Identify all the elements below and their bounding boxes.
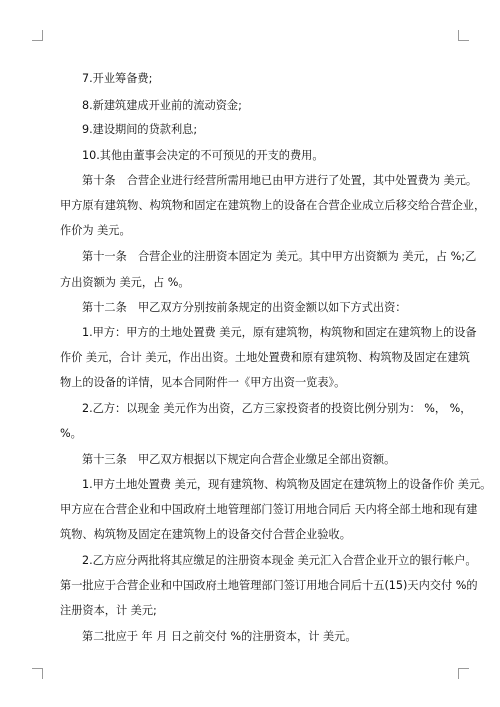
text-line: %。 [60,427,82,440]
text-line: 1.甲方土地处置费 美元，现有建筑物、构筑物及固定在建筑物上的设备作价 美元。 [82,478,492,491]
text-line: 物上的设备的详情，见本合同附件一《甲方出资一览表》。 [60,376,346,389]
text-line: 第一批应于合营企业和中国政府土地管理部门签订用地合同后十五(15)天内交付 %的 [60,579,478,592]
text-line: 8.新建筑建成开业前的流动资金; [82,99,242,112]
text-line: 筑物、构筑物及固定在建筑物上的设备交付合营企业验收。 [60,528,351,541]
corner-mark-top-left [32,30,43,41]
corner-mark-top-right [458,30,469,41]
document-body [60,0,492,707]
text-line: 2.乙方：以现金 美元作为出资，乙方三家投资者的投资比例分别为： %， %， [82,402,472,415]
text-line: 9.建设期间的贷款利息; [82,123,198,136]
corner-mark-bottom-right [458,668,469,679]
corner-mark-bottom-left [32,668,43,679]
text-line: 第十三条 甲乙双方根据以下规定向合营企业缴足全部出资额。 [82,453,396,466]
text-line: 作价为 美元。 [60,224,131,237]
text-line: 第十二条 甲乙双方分别按前条规定的出资金额以如下方式出资： [82,301,407,314]
text-line: 2.乙方应分两批将其应缴足的注册资本现金 美元汇入合营企业开立的银行帐户。 [82,554,477,567]
text-line: 作价 美元，合计 美元，作出出资。土地处置费和原有建筑物、构筑物及固定在建筑 [60,351,470,364]
text-line: 第二批应于 年 月 日之前交付 %的注册资本，计 美元。 [82,630,357,643]
text-line: 方出资额为 美元，占 %。 [60,276,190,289]
text-line: 注册资本，计 美元; [60,604,157,617]
text-line: 第十条 合营企业进行经营所需用地已由甲方进行了处置，其中处置费为 美元。 [82,174,478,187]
text-line: 1.甲方：甲方的土地处置费 美元，原有建筑物，构筑物和固定在建筑物上的设备 [82,326,477,339]
text-line: 7.开业筹备费; [82,72,153,85]
text-line: 甲方应在合营企业和中国政府土地管理部门签订用地合同后 天内将全部土地和现有建 [60,503,478,516]
text-line: 第十一条 合营企业的注册资本固定为 美元。其中甲方出资额为 美元，占 %;乙 [82,250,477,263]
text-line: 10.其他由董事会决定的不可预见的开支的费用。 [82,149,324,162]
text-line: 甲方原有建筑物、构筑物和固定在建筑物上的设备在合营企业成立后移交给合营企业， [60,199,486,212]
